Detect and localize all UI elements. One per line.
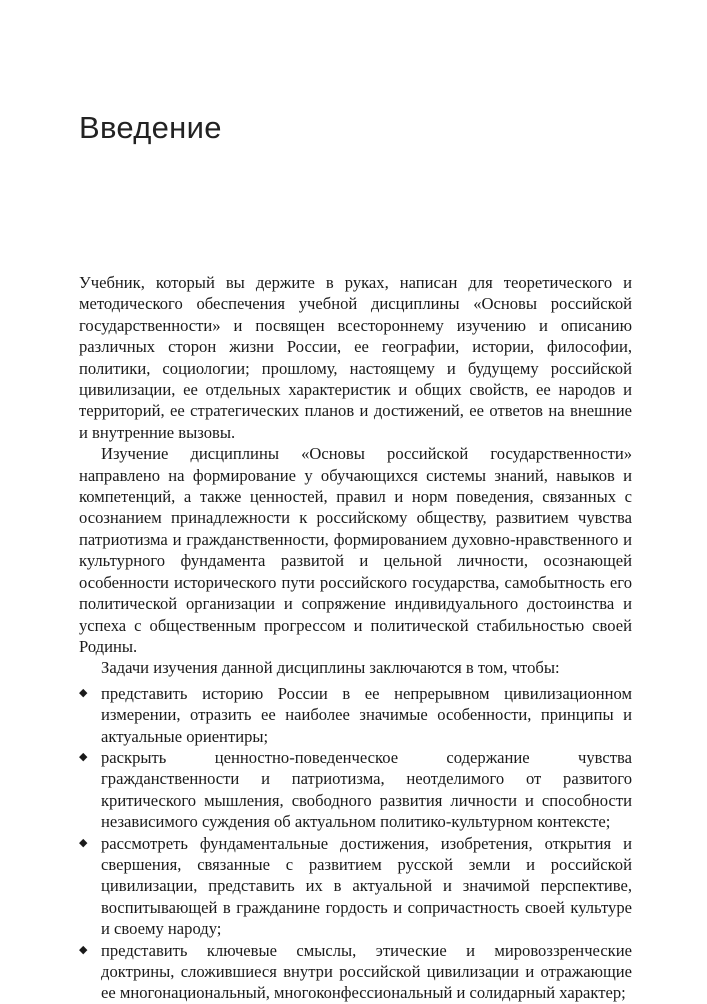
list-item [79,747,632,833]
body-text [79,272,632,1004]
list-item-text: представить ключевые смыслы, этические и мировоззренческие доктрины, сложившиеся внутри российской цивилизации и отражающие ее многонациональный, многоконфессиональный и солидарный характер; [101,940,632,1003]
list-item-text: рассмотреть фундаментальные достижения, изобретения, открытия и свершения, связанные с развитием русской земли и российской цивилизации, представить их в актуальной и значимой перспективе, воспитывающей в гражданине гордость и сопричастность своей культуре и своему народу; [101,833,632,939]
diamond-bullet-icon: ◆ [79,943,88,956]
diamond-bullet-icon: ◆ [79,750,88,763]
list-item-text: раскрыть ценностно-поведенческое содержание чувства гражданственности и патриотизма, неотделимого от развитого критического мышления, свободного развития личности и способности независимого суждения об актуальном политико-культурном контексте; [101,747,632,832]
diamond-bullet-icon: ◆ [79,686,88,699]
tasks-intro-paragraph: Задачи изучения данной дисциплины заключаются в том, чтобы: [101,658,560,678]
list-item-text: представить историю России в ее непрерывном цивилизационном измерении, отразить ее наиболее значимые особенности, принципы и актуальные ориентиры; [101,683,632,746]
list-item [79,833,632,940]
list-item [79,683,632,747]
chapter-title: Введение [79,110,222,145]
intro-paragraph: Учебник, который вы держите в руках, написан для теоретического и методического обеспечения учебной дисциплины «Основы российской государственности» и посвящен всестороннему изучению и описанию различных сторон жизни России, ее географии, истории, философии, политики, социологии; прошлому, настоящему и будущему российской цивилизации, ее отдельных характеристик и общих свойств, ее народов и территорий, ее стратегических планов и достижений, ее ответов на внешние и внутренние вызовы. [79,273,632,442]
diamond-bullet-icon: ◆ [79,836,88,849]
tasks-list [79,683,632,1004]
list-item [79,940,632,1004]
goal-paragraph: Изучение дисциплины «Основы российской государственности» направлено на формирование у обучающихся системы знаний, навыков и компетенций, а также ценностей, правил и норм поведения, связанных с осознанием принадлежности к российскому обществу, развитием чувства патриотизма и гражданственности, формированием духовно-нравственного и культурного фундамента развитой и цельной личности, осознающей особенности исторического пути российского государства, самобытность его политической организации и сопряжение индивидуального достоинства и успеха с общественным прогрессом и политической стабильностью своей Родины. [79,444,632,656]
